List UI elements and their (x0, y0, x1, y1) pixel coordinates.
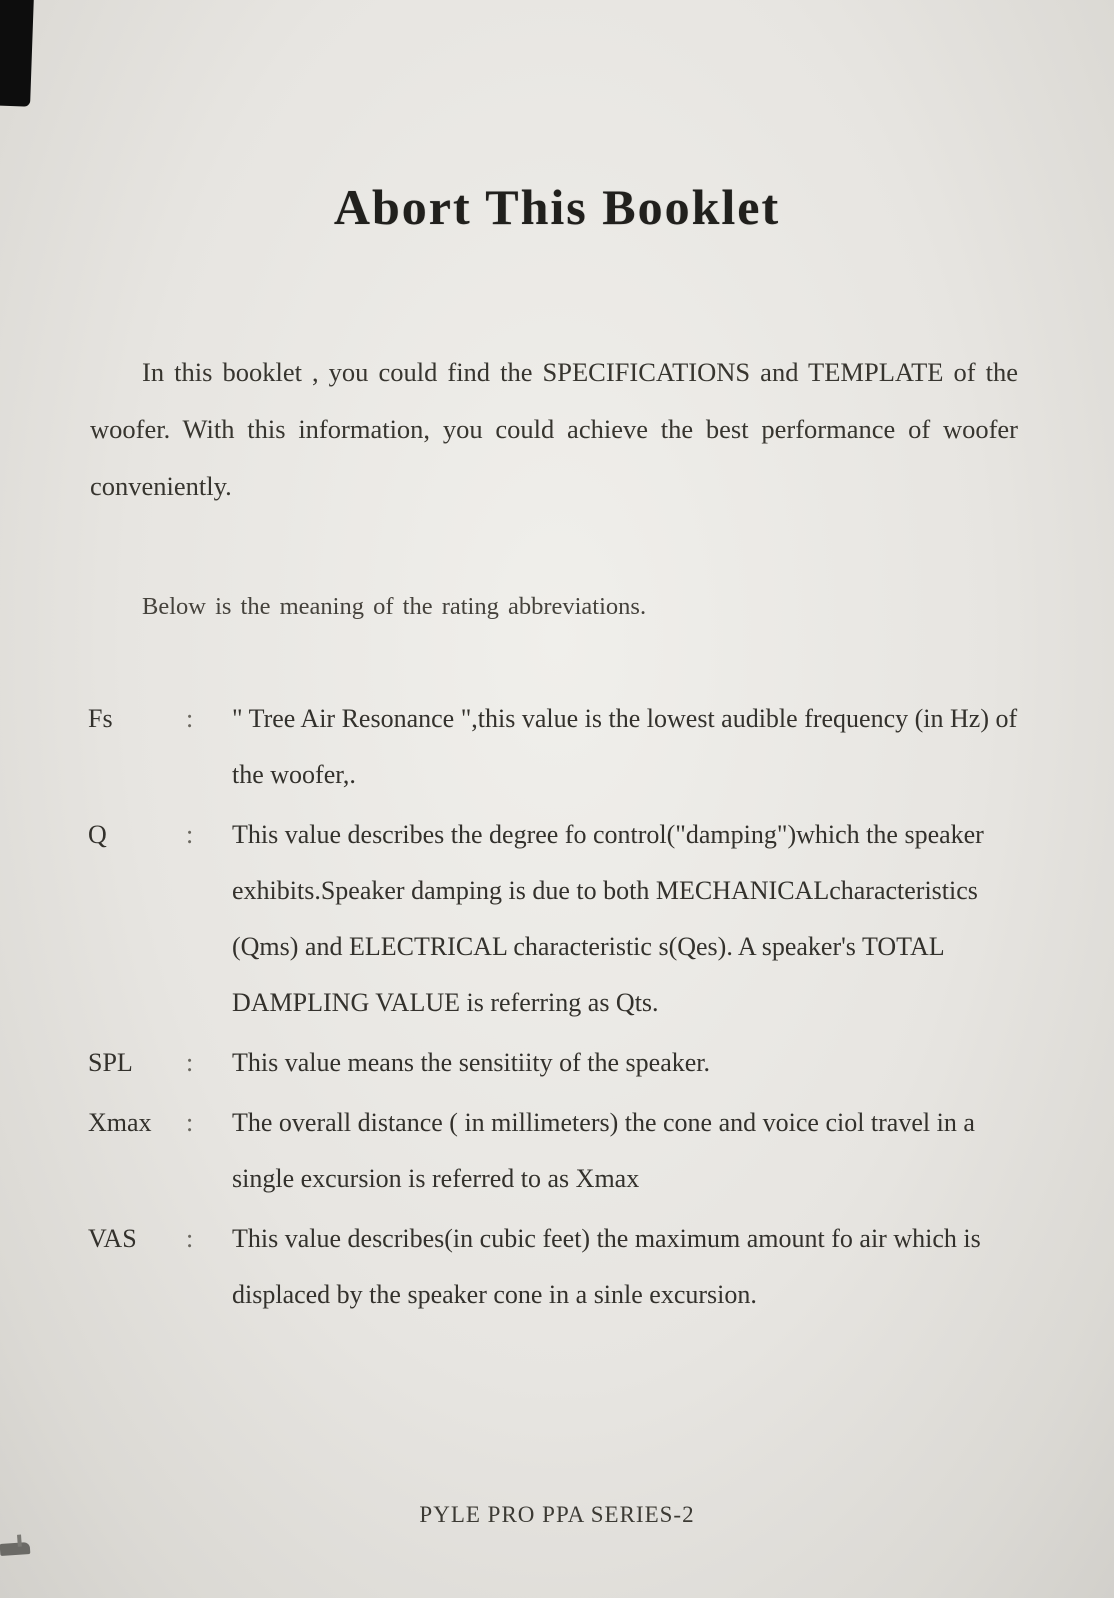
page-title: Abort This Booklet (333, 179, 781, 235)
abbreviation-definitions-list (88, 691, 1026, 1323)
definition-row-xmax (88, 1095, 1026, 1207)
definition-separator: : (186, 704, 194, 733)
definition-separator: : (186, 820, 194, 849)
definition-row-q (88, 807, 1026, 1031)
definition-text: The overall distance ( in millimeters) the cone and voice ciol travel in a single excursion is referred to as Xmax (232, 1108, 975, 1193)
page-footer: PYLE PRO PPA SERIES-2 (419, 1502, 695, 1527)
definition-row-fs (88, 691, 1026, 803)
definition-term: Fs (88, 704, 113, 733)
definition-term: VAS (88, 1224, 137, 1253)
definition-separator: : (186, 1048, 194, 1077)
definition-term: SPL (88, 1048, 133, 1077)
definition-row-vas (88, 1211, 1026, 1323)
scan-artifact-bottom-left (0, 1542, 30, 1556)
definition-separator: : (186, 1108, 194, 1137)
definition-term: Xmax (88, 1108, 152, 1137)
definition-text: This value describes(in cubic feet) the maximum amount fo air which is displaced by the speaker cone in a sinle excursion. (232, 1224, 981, 1309)
abbreviations-subheading: Below is the meaning of the rating abbreviations. (142, 593, 647, 620)
definition-term: Q (88, 820, 107, 849)
definition-separator: : (186, 1224, 194, 1253)
definition-text: " Tree Air Resonance ",this value is the lowest audible frequency (in Hz) of the woofer,. (232, 704, 1018, 789)
definition-row-spl (88, 1035, 1026, 1091)
definition-text: This value means the sensitiity of the speaker. (232, 1048, 710, 1077)
scan-artifact-top-left (0, 0, 34, 107)
definition-text: This value describes the degree fo control("damping")which the speaker exhibits.Speaker damping is due to both MECHANICALcharacteristics (Qms) and ELECTRICAL characteristic s(Qes). A speaker's TOTAL DAMPLING VALUE is referring as Qts. (232, 820, 984, 1017)
intro-paragraph: In this booklet , you could find the SPECIFICATIONS and TEMPLATE of the woofer. With this information, you could achieve the best performance of woofer conveniently. (90, 357, 1018, 501)
